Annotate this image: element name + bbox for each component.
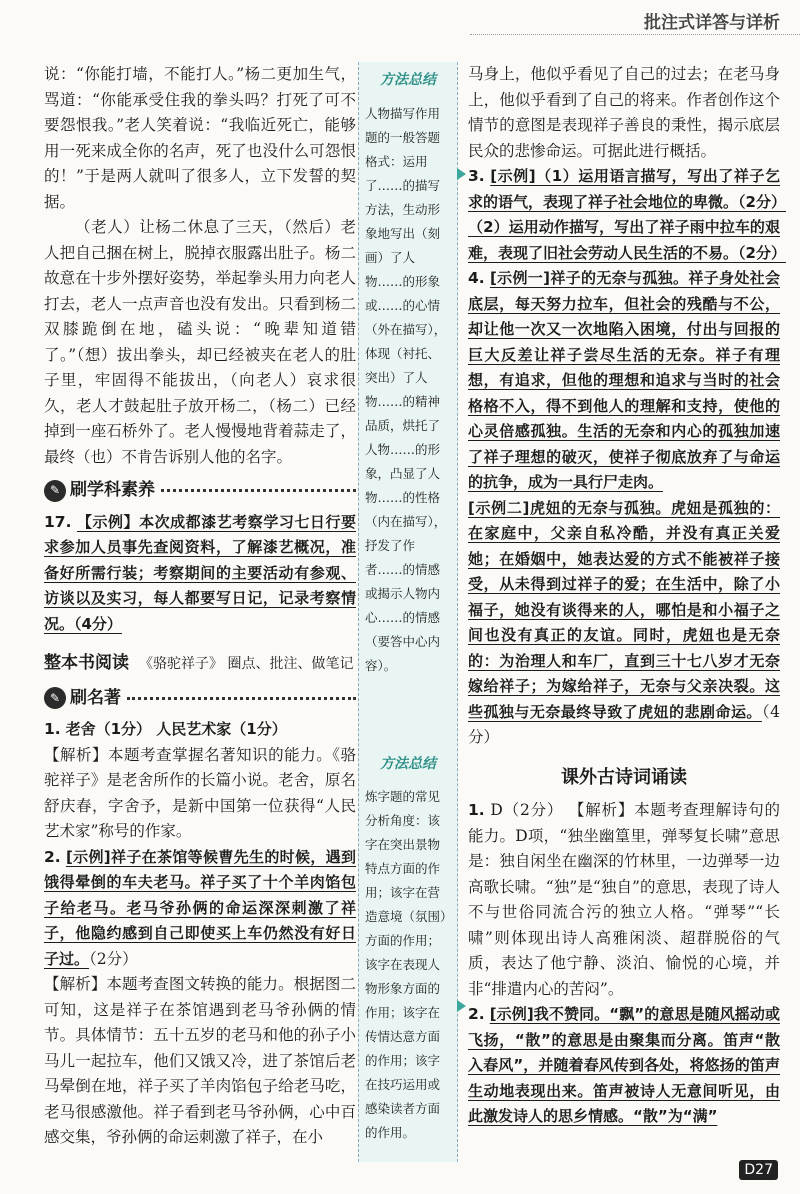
analysis-1: 【解析】本题考查掌握名著知识的能力。《骆驼祥子》是老舍所作的长篇小说。老舍，原名舒庆春，字舍予，是新中国第一位获得“人民艺术家”称号的作家。 [44, 745, 356, 840]
method-notes-column [358, 62, 458, 1162]
question-3: 3. [示例]（1）运用语言描写，写出了祥子乞求的语气，表现了祥子社会地位的卑微。（2分） [468, 167, 786, 211]
analysis-2-continued: 马身上，他似乎看见了自己的过去；在老马身上，他似乎看到了自己的将来。作者创作这个情节的意图是表现祥子善良的秉性，揭示底层民众的悲惨命运。可据此进行概括。 [468, 65, 780, 160]
translation-paragraph-2: （老人）让杨二休息了三天，（然后）老人把自己捆在树上，脱掉衣服露出肚子。杨二故意在十步外摆好姿势，举起拳头用力向老人打去，老人一点声音也没有发出。只看到杨二双膝跪倒在地，磕头说：“晚辈知道错了。”（想）拔出拳头，却已经被夹在老人的肚子里，牢固得不能拔出，（向老人）哀求很久，老人才鼓起肚子放开杨二，（杨二）已经掉到一座石桥外了。老人慢慢地背着蒜走了，最终（也）不肯告诉别人他的名字。 [44, 218, 356, 466]
header-divider [470, 34, 800, 35]
arrow-icon [457, 168, 466, 180]
poetry-question-1: 1. D（2分） 【解析】本题考查理解诗句的能力。D项，“独坐幽篁里，弹琴复长啸”意思是：独自闲坐在幽深的竹林里，一边弹琴一边高歌长啸。“独”是“独自”的意思，表现了诗人不与世俗同流合污的独立人格。“弹琴”“长啸”则体现出诗人高雅闲淡、超群脱俗的气质，表达了他宁静、淡泊、愉悦的心境，并非“排遣内心的苦闷”。 [468, 801, 780, 998]
page-number: D27 [739, 1160, 778, 1180]
method-note-1: 人物描写作用题的一般答题格式：运用了……的描写方法，生动形象地写出（刻画）了人物……的形象或……的心情（外在描写），体现（衬托、突出）了人物……的精神品质，烘托了人物……的形象，凸显了人物……的性格（内在描写），抒发了作者……的情感或揭示人物内心……的情感（要答中心内容）。 [365, 105, 447, 673]
poetry-section-title: 课外古诗词诵读 [561, 766, 687, 788]
section-banner-subject [44, 478, 356, 504]
right-column [468, 62, 786, 1130]
answer-17: 【示例】本次成都漆艺考察学习七日行要求参加人员事先查阅资料，了解漆艺概况，准备好所需行装；考察期间的主要活动有参观、访谈以及实习，每人都要写日记，记录考察情况。（4分） [44, 512, 356, 633]
question-17: 17. 【示例】本次成都漆艺考察学习七日行要求参加人员事先查阅资料，了解漆艺概况，准备好所需行装；考察期间的主要活动有参观、访谈以及实习，每人都要写日记，记录考察情况。（4分） [44, 512, 356, 633]
question-3-part-2: （2）运用动作描写，写出了祥子雨中拉车的艰难，表现了旧社会劳动人民生活的不易。（2分） [468, 218, 786, 262]
section-subtitle: 《骆驼祥子》 圈点、批注、做笔记 [139, 656, 354, 672]
banner-label: 刷名著 [70, 687, 121, 708]
question-4-example-2: [示例二]虎妞的无奈与孤独。虎妞是孤独的：在家庭中，父亲自私冷酷，并没有真正关爱她；在婚姻中，她表达爱的方式不能被祥子接受，从未得到过祥子的爱；在生活中，除了小福子，她没有谈得来的人，哪怕是和小福子之间也没有真正的友谊。同时，虎妞也是无奈的：为治理人和车厂，直到三十七八岁才无奈嫁给祥子；为嫁给祥子，无奈与父亲决裂。这些孤独与无奈最终导致了虎妞的悲剧命运。（4分） [468, 498, 780, 746]
dotted-rule [161, 489, 356, 492]
section-title: 整本书阅读 《骆驼祥子》 圈点、批注、做笔记 [44, 653, 354, 673]
dotted-rule [127, 697, 356, 700]
analysis-2: 【解析】本题考查图文转换的能力。根据图二可知，这是祥子在茶馆遇到老马爷孙俩的情节。具体情节：五十五岁的老马和他的孙子小马儿一起拉车，他们又饿又冷，进了茶馆后老马晕倒在地，祥子买了羊肉馅包子给老马吃，老马很感激他。祥子看到老马爷孙俩，心中百感交集，爷孙俩的命运刺激了祥子，在小 [44, 975, 356, 1146]
header-title: 批注式详答与详析 [644, 13, 780, 33]
left-column [44, 62, 356, 1151]
arrow-icon [457, 1000, 466, 1012]
method-title: 方法总结 [380, 72, 436, 88]
method-note-2: 炼字题的常见分析角度：该字在突出景物特点方面的作用；该字在营造意境（氛围）方面的作用；该字在表现人物形象方面的作用；该字在传情达意方面的作用；该字在技巧运用或感染读者方面的作用。 [365, 789, 447, 1140]
question-4: 4. [示例一]祥子的无奈与孤独。祥子身处社会底层，每天努力拉车，但社会的残酷与不公，却让他一次又一次地陷入困境，付出与回报的巨大反差让祥子尝尽生活的无奈。祥子有理想，有追求，但他的理想和追求与当时的社会格格不入，得不到他人的理解和支持，使他的心灵倍感孤独。生活的无奈和内心的孤独加速了祥子理想的破灭，使祥子彻底放弃了与命运的抗争，成为一具行尸走肉。 [468, 269, 780, 491]
banner-label: 刷学科素养 [70, 480, 155, 500]
question-1: 1. 老舍（1分） 人民艺术家（1分） [44, 720, 287, 738]
question-2: 2. [示例]祥子在茶馆等候曹先生的时候，遇到饿得晕倒的车夫老马。祥子买了十个羊肉馅包子给老马。老马爷孙俩的命运深深刺激了祥子，他隐约感到自己即使买上车仍然没有好日子过。（2分） [44, 847, 356, 968]
poetry-question-2: 2. [示例]我不赞同。“飘”的意思是随风摇动或飞扬，“散”的意思是由聚集而分离。笛声“散入春风”，并随着春风传到各处，将悠扬的笛声生动地表现出来。笛声被诗人无意间听见，由此激发诗人的思乡情感。“散”为“满” [468, 1005, 780, 1125]
pen-icon: ✎ [44, 687, 66, 709]
section-banner-classic [44, 686, 356, 712]
method-title: 方法总结 [380, 755, 436, 772]
pen-icon: ✎ [44, 480, 66, 502]
translation-paragraph-1: 说：“你能打墙，不能打人。”杨二更加生气，骂道：“你能承受住我的拳头吗？打死了可不要怨恨我。”老人笑着说：“我临近死亡，能够用一死来成全你的名声，死了也没什么可怨恨的！”于是两人就叫了很多人，立下发誓的契据。 [44, 65, 356, 211]
